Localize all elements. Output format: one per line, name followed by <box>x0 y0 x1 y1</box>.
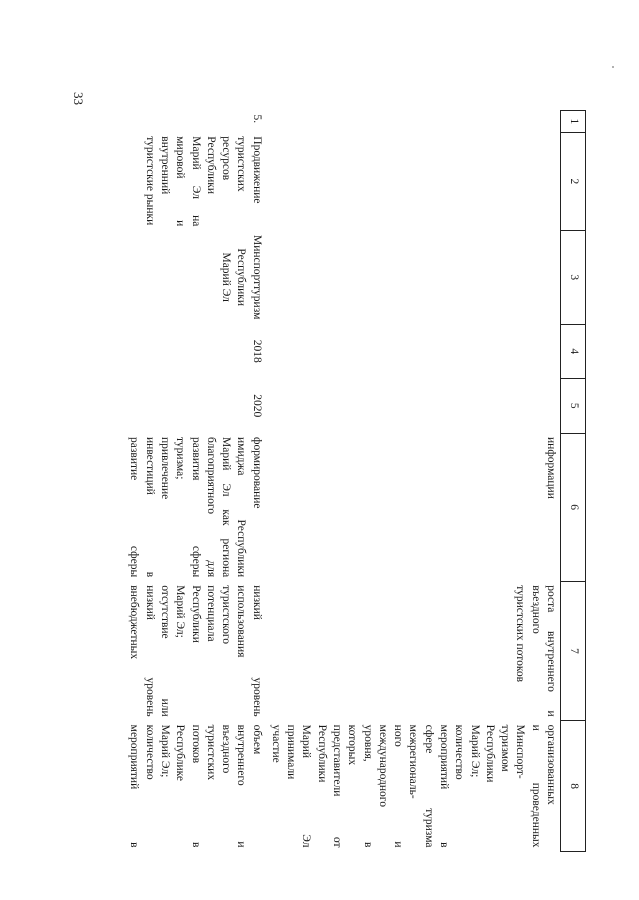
row5-col6-line: формирование <box>250 437 263 509</box>
cont-cell-5 <box>266 379 561 433</box>
header-cell-6: 6 <box>561 433 586 581</box>
row5-col6-line: инвестиций в <box>143 437 156 578</box>
row5-col2-line: Республики <box>204 136 217 194</box>
row5-col2-line: туристских <box>235 136 248 192</box>
cont-cell-8 <box>266 721 561 852</box>
cont-col8-line: и проведенных <box>529 724 542 848</box>
header-cell-4: 4 <box>561 324 586 378</box>
cont-col8-line: принимали <box>285 724 298 780</box>
row5-col7-line: низкий уровень <box>143 585 156 717</box>
cont-col8-line: участие <box>269 724 282 763</box>
row5-col7-line: внебюджетных <box>128 585 141 660</box>
cont-col8-line: туризмом <box>499 724 512 772</box>
row5-consequences <box>124 581 266 720</box>
row5-end-year: 2020 <box>250 394 263 418</box>
row5-col6-line: имиджа Республики <box>235 437 248 578</box>
cont-col8-line: мероприятий в <box>438 724 451 848</box>
row5-col2-line: туристские рынки <box>143 136 156 226</box>
row5-col6-line: развития сферы <box>189 437 202 578</box>
row5-col6-line: привлечение <box>158 437 171 500</box>
row5-col7-line: потенциала <box>204 585 217 642</box>
row5-col8-line: туристских <box>204 724 217 781</box>
row5-start-year: 2018 <box>250 339 263 363</box>
row5-col7-line: использования <box>235 585 248 658</box>
cont-col8-line: межрегиональ- <box>407 724 420 799</box>
row5-col3-line: Республики <box>235 248 248 307</box>
cont-col8-line: сфере туризма <box>422 724 435 848</box>
scan-dot <box>612 66 614 68</box>
row5-col6-line: благоприятного для <box>204 437 217 578</box>
row5-executor <box>124 230 266 324</box>
cont-col7-line: роста внутреннего и <box>545 585 557 717</box>
header-cell-8: 8 <box>561 721 586 852</box>
row5-number: 5. <box>250 114 263 124</box>
continuation-row <box>266 111 561 852</box>
row5-col2-line: Марий Эл на <box>189 136 202 227</box>
row5-col3-line: Марий Эл <box>220 252 233 302</box>
row5-col8-line: Марий Эл; <box>158 724 171 778</box>
cont-cell-3 <box>266 230 561 324</box>
cont-col8-line: международного <box>376 724 389 807</box>
cont-col7-line: въездного <box>529 585 542 634</box>
row5-col6-line: развитие сферы <box>128 437 141 578</box>
cont-col8-line: количество <box>453 724 466 780</box>
cont-col8-line: уровня, в <box>361 724 374 848</box>
row5-col8-line: въездного <box>220 724 233 774</box>
cont-col8-line: ного и <box>392 724 405 848</box>
header-row <box>561 111 586 852</box>
row5-col2-line: мировой и <box>174 136 187 227</box>
cont-col8-line: Марий Эл <box>300 724 313 848</box>
cont-cell-6: информации <box>545 437 557 499</box>
row5-col7-line: туристского <box>220 585 233 645</box>
row5-col7-line: Марий Эл; <box>174 585 187 638</box>
row5-col2-line: ресурсов <box>220 136 233 181</box>
cont-col8-line: представители от <box>331 724 344 848</box>
cont-cell-1 <box>266 111 561 133</box>
row5-expected-result <box>124 433 266 581</box>
row5-col8-line: Республике <box>174 724 187 782</box>
cont-col8-line: Республики <box>483 724 496 783</box>
row5-col8-line: внутреннего и <box>235 724 248 848</box>
row5-col7-line: Республики <box>189 585 202 643</box>
row5-col2-line: Продвижение <box>250 136 263 204</box>
row5-col6-line: туризма; <box>174 437 187 480</box>
cont-col8-line: которых <box>346 724 359 766</box>
page-number: 33 <box>71 92 86 105</box>
row5-col3-line: Минспорттуризм <box>250 235 263 320</box>
row5-col2-line: внутренний <box>158 136 171 195</box>
header-cell-2: 2 <box>561 132 586 230</box>
table-row-5 <box>124 111 266 852</box>
row5-col8-line: количество <box>143 724 156 780</box>
cont-cell-7 <box>266 581 561 720</box>
cont-col7-line: туристских потоков <box>514 585 527 683</box>
row5-measure <box>124 132 266 230</box>
header-cell-5: 5 <box>561 379 586 433</box>
header-cell-1: 1 <box>561 111 586 133</box>
cont-col8-line: организованных <box>545 724 557 805</box>
cont-col8-line: Республики <box>315 724 328 783</box>
row5-col8-line: объем <box>250 724 263 755</box>
rotated-table-sheet <box>116 110 586 852</box>
row5-col7-line: отсутствие или <box>158 585 171 717</box>
cont-cell-4 <box>266 324 561 378</box>
row5-col8-line: мероприятий в <box>128 724 141 848</box>
row5-col8-line: потоков в <box>189 724 202 848</box>
row5-col7-line: низкий уровень <box>250 585 263 717</box>
cont-col8-line: Минспорт- <box>514 724 527 779</box>
measures-table <box>124 110 586 852</box>
cont-col8-line: Марий Эл; <box>468 724 481 778</box>
cont-cell-2 <box>266 132 561 230</box>
row5-indicators <box>124 721 266 852</box>
header-cell-7: 7 <box>561 581 586 720</box>
header-cell-3: 3 <box>561 230 586 324</box>
row5-col6-line: Марий Эл как региона <box>220 437 233 578</box>
